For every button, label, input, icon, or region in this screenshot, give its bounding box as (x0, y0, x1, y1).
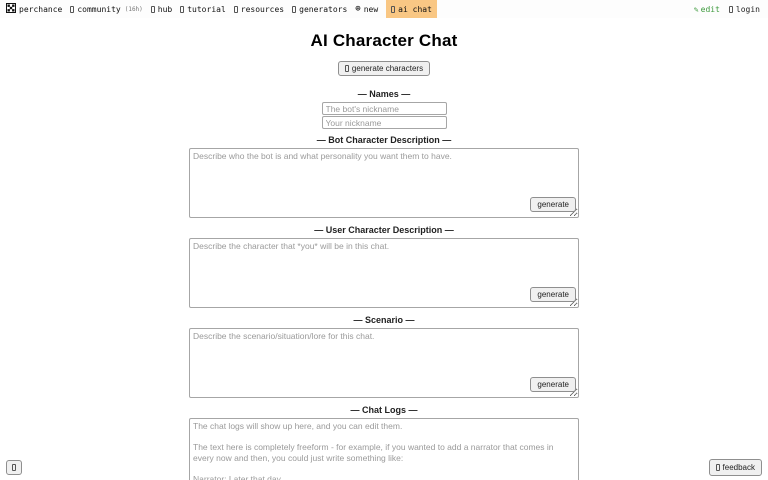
edit-label: edit (700, 4, 720, 14)
nav-item-tutorial[interactable] (180, 0, 226, 18)
nav-item-label: hub (157, 4, 173, 14)
chat-logs-legend: — Chat Logs — (350, 405, 418, 415)
bot-description-textarea[interactable] (189, 148, 579, 218)
box-glyph-icon (12, 464, 16, 471)
nav-item-label: community (77, 4, 121, 14)
ai-chat-icon (391, 6, 395, 13)
feedback-button[interactable]: feedback (709, 459, 762, 476)
tutorial-icon (180, 6, 184, 13)
generate-bot-description-button[interactable]: generate (530, 197, 576, 212)
chat-logs-textarea[interactable] (189, 418, 579, 480)
scenario-textarea[interactable] (189, 328, 579, 398)
names-legend: — Names — (357, 89, 411, 99)
login-label: login (735, 4, 760, 14)
dice-emoji-icon (345, 65, 349, 72)
bot-nickname-input[interactable] (322, 102, 447, 115)
scenario-legend: — Scenario — (353, 315, 415, 325)
bot-description-legend: — Bot Character Description — (316, 135, 452, 145)
generators-icon (292, 6, 296, 13)
login-icon (729, 6, 733, 13)
topbar-right (694, 5, 768, 14)
hub-icon (151, 6, 155, 13)
resources-icon (234, 6, 238, 13)
nav-item-label: resources (240, 4, 285, 14)
user-description-legend: — User Character Description — (314, 225, 454, 235)
brand-perchance[interactable] (6, 0, 62, 18)
nav-item-label: new (363, 4, 379, 14)
pencil-icon: ✎ (693, 4, 699, 14)
perchance-die-icon (6, 3, 16, 15)
edit-link[interactable] (694, 5, 720, 14)
nav-item-resources[interactable] (234, 0, 284, 18)
new-generator-plus-icon: ⊕ (355, 4, 361, 14)
feedback-bubble-icon (716, 464, 720, 471)
user-nickname-input[interactable] (322, 116, 447, 129)
community-icon (70, 6, 74, 13)
nav-item-new[interactable] (355, 0, 378, 18)
login-link[interactable] (729, 5, 760, 14)
nav-item-label: tutorial (187, 4, 226, 14)
chat-logs-section (0, 405, 768, 480)
brand-label: perchance (19, 4, 63, 14)
topbar (0, 0, 768, 18)
page-title: AI Character Chat (310, 31, 458, 50)
generate-scenario-button[interactable]: generate (530, 377, 576, 392)
generate-characters-button[interactable]: generate characters (338, 61, 430, 76)
nav-item-label: ai chat (398, 4, 432, 14)
user-description-section (0, 225, 768, 308)
bottom-left-icon-button[interactable] (6, 460, 22, 475)
generate-user-description-button[interactable]: generate (530, 287, 576, 302)
scenario-section (0, 315, 768, 398)
bot-description-section (0, 135, 768, 218)
user-description-textarea[interactable] (189, 238, 579, 308)
nav-item-label: generators (299, 4, 348, 14)
community-time-badge: (16h) (124, 5, 143, 13)
nav-item-ai-chat-active[interactable] (386, 0, 437, 18)
nav-item-generators[interactable] (292, 0, 347, 18)
names-section (0, 89, 768, 129)
nav-item-hub[interactable] (151, 0, 172, 18)
nav-item-community[interactable] (70, 0, 142, 18)
